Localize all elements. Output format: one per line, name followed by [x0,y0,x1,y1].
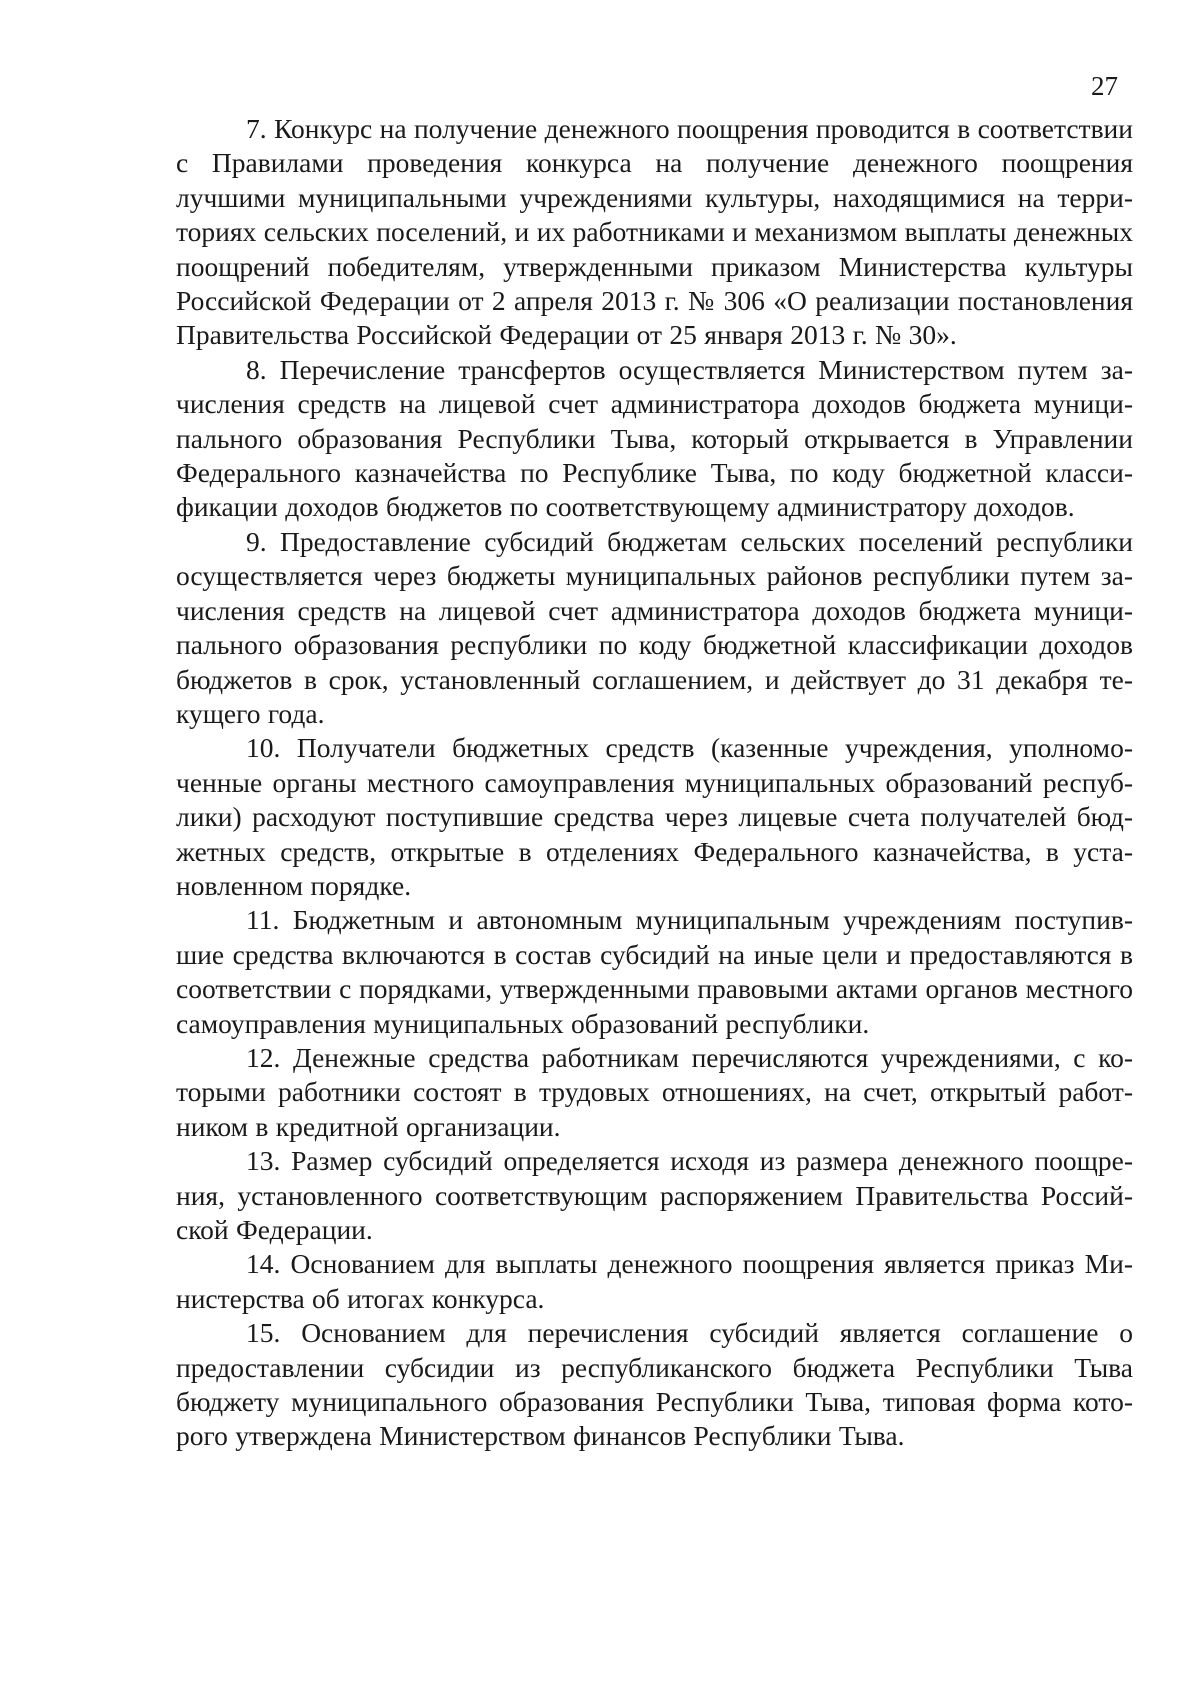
paragraph-10: 10. Получатели бюджетных средств (казенные учреждения, уполномоченные органы местного самоуправления муниципальных образований республики) расходуют поступившие средства через лицевые счета получателей бюджетных средств, открытые в отделениях Федерального казначейства, в установленном порядке. [176,732,1133,901]
document-body [176,112,1133,1454]
paragraph-7: 7. Конкурс на получение денежного поощрения проводится в соответствии с Правилами проведения конкурса на получение денежного поощрения лучшими муниципальными учреждениями культуры, находящимися на территориях сельских поселений, и их работниками и механизмом выплаты денежных поощрений победителям, утвержденными приказом Министерства культуры Российской Федерации от 2 апреля 2013 г. № 306 «О реализации постановления Правительства Российской Федерации от 25 января 2013 г. № 30». [176,113,1133,351]
paragraph-14: 14. Основанием для выплаты денежного поощрения является приказ Министерства об итогах конкурса. [176,1248,1133,1314]
paragraph-15: 15. Основанием для перечисления субсидий является соглашение о предоставлении субсидии из республиканского бюджета Республики Тыва бюджету муниципального образования Республики Тыва, типовая форма которого утверждена Министерством финансов Республики Тыва. [176,1317,1133,1452]
paragraph-12: 12. Денежные средства работникам перечисляются учреждениями, с которыми работники состоят в трудовых отношениях, на счет, открытый работником в кредитной организации. [176,1041,1133,1142]
page-number: 27 [1091,71,1118,101]
paragraph-8: 8. Перечисление трансфертов осуществляется Министерством путем зачисления средств на лицевой счет администратора доходов бюджета муниципального образования Республики Тыва, который открывается в Управлении Федерального казначейства по Республике Тыва, по коду бюджетной классификации доходов бюджетов по соответствующему администратору доходов. [176,353,1133,523]
paragraph-13: 13. Размер субсидий определяется исходя из размера денежного поощрения, установленного соответствующим распоряжением Правительства Российской Федерации. [176,1145,1133,1245]
paragraph-9: 9. Предоставление субсидий бюджетам сельских поселений республики осуществляется через бюджеты муниципальных районов республики путем зачисления средств на лицевой счет администратора доходов бюджета муниципального образования республики по коду бюджетной классификации доходов бюджетов в срок, установленный соглашением, и действует до 31 декабря текущего года. [176,525,1133,729]
paragraph-11: 11. Бюджетным и автономным муниципальным учреждениям поступившие средства включаются в состав субсидий на иные цели и предоставляются в соответствии с порядками, утвержденными правовыми актами органов местного самоуправления муниципальных образований республики. [176,904,1133,1039]
